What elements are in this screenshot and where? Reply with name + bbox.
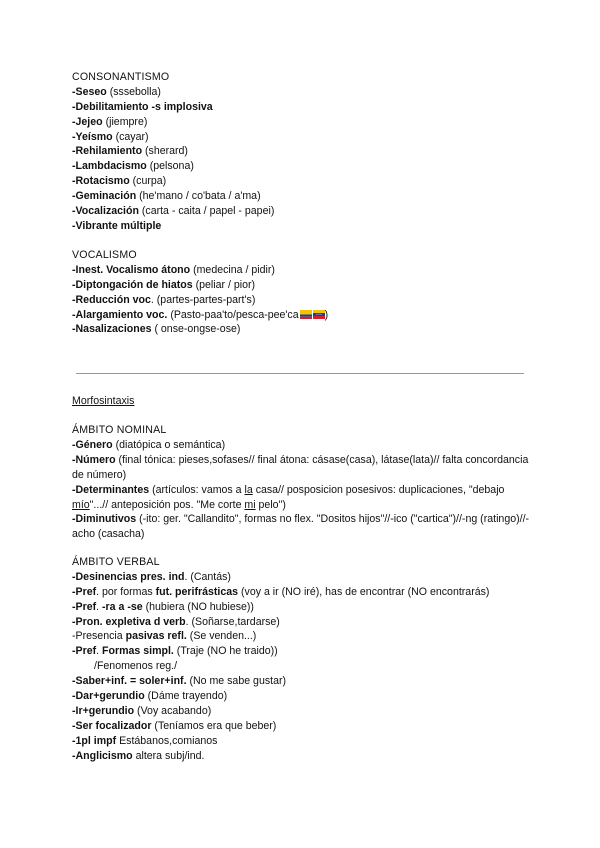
list-item: -Pref. por formas fut. perifrásticas (voy a ir (NO iré), has de encontrar (NO encontrarás) bbox=[72, 585, 490, 598]
horizontal-divider bbox=[76, 373, 524, 374]
list-item: -Género (diatópica o semántica) bbox=[72, 438, 226, 451]
list-item: -Vocalización (carta - caita / papel - papei) bbox=[72, 205, 275, 218]
list-item: -Ser focalizador (Teníamos era que beber) bbox=[72, 719, 277, 732]
list-item: -Anglicismo altera subj/ind. bbox=[72, 749, 205, 762]
list-item: -Pref. -ra a -se (hubiera (NO hubiese)) bbox=[72, 600, 254, 613]
section-heading: ÁMBITO NOMINAL bbox=[72, 424, 167, 436]
ambito-nominal-section bbox=[72, 423, 532, 542]
list-item: -Reducción voc. (partes-partes-part's) bbox=[72, 293, 256, 306]
list-item: -Seseo (sssebolla) bbox=[72, 85, 161, 98]
ambito-verbal-section bbox=[72, 555, 532, 763]
venezuela-flag-icon bbox=[313, 310, 325, 319]
list-item: -Presencia pasivas refl. (Se venden...) bbox=[72, 630, 257, 643]
list-item: -Alargamiento voc. (Pasto-paa'to/pesca-pee'ca ) bbox=[72, 308, 329, 321]
list-item: -Determinantes (artículos: vamos a la casa// posposicion posesivos: duplicaciones, "debajo mío"...// anteposición pos. "Me corte mi pelo") bbox=[72, 483, 505, 511]
subheading: /Fenomenos reg./ bbox=[94, 660, 178, 673]
list-item: -Vibrante múltiple bbox=[72, 219, 162, 232]
list-item: -Diptongación de hiatos (peliar / pior) bbox=[72, 278, 256, 291]
list-item: -1pl impf Estábanos,comianos bbox=[72, 734, 218, 747]
list-item: -Geminación (he'mano / co'bata / a'ma) bbox=[72, 190, 261, 203]
section-title: Morfosintaxis bbox=[72, 395, 135, 407]
section-heading: CONSONANTISMO bbox=[72, 71, 170, 83]
list-item: -Inest. Vocalismo átono (medecina / pidir) bbox=[72, 263, 275, 276]
list-item: -Diminutivos (-ito: ger. "Callandito", formas no flex. "Dositos hijos"//-ico ("cartica")//-ng (ratingo)//-acho (casacha) bbox=[72, 513, 530, 541]
list-item: -Desinencias pres. ind. (Cantás) bbox=[72, 570, 231, 583]
list-item: -Debilitamiento -s implosiva bbox=[72, 100, 213, 113]
colombia-flag-icon bbox=[300, 310, 312, 319]
list-item: -Rehilamiento (sherard) bbox=[72, 145, 188, 158]
list-item: -Lambdacismo (pelsona) bbox=[72, 160, 194, 173]
vocalismo-section bbox=[72, 248, 532, 337]
morfosintaxis-section bbox=[72, 394, 532, 409]
consonantismo-section bbox=[72, 70, 532, 234]
list-item: -Rotacismo (curpa) bbox=[72, 175, 167, 188]
section-heading: ÁMBITO VERBAL bbox=[72, 556, 160, 568]
list-item: -Saber+inf. = soler+inf. (No me sabe gustar) bbox=[72, 675, 287, 688]
section-heading: VOCALISMO bbox=[72, 249, 137, 261]
list-item: -Nasalizaciones ( onse-ongse-ose) bbox=[72, 323, 241, 336]
list-item: -Pref. Formas simpl. (Traje (NO he traido)) bbox=[72, 645, 278, 658]
list-item: -Número (final tónica: pieses,sofases// final átona: cásase(casa), látase(lata)// falta concordancia de número) bbox=[72, 453, 529, 481]
list-item: -Yeísmo (cayar) bbox=[72, 130, 149, 143]
list-item: -Dar+gerundio (Dáme trayendo) bbox=[72, 690, 228, 703]
list-item: -Pron. expletiva d verb. (Soñarse,tardarse) bbox=[72, 615, 280, 628]
list-item: -Ir+gerundio (Voy acabando) bbox=[72, 704, 212, 717]
list-item: -Jejeo (jiempre) bbox=[72, 115, 148, 128]
